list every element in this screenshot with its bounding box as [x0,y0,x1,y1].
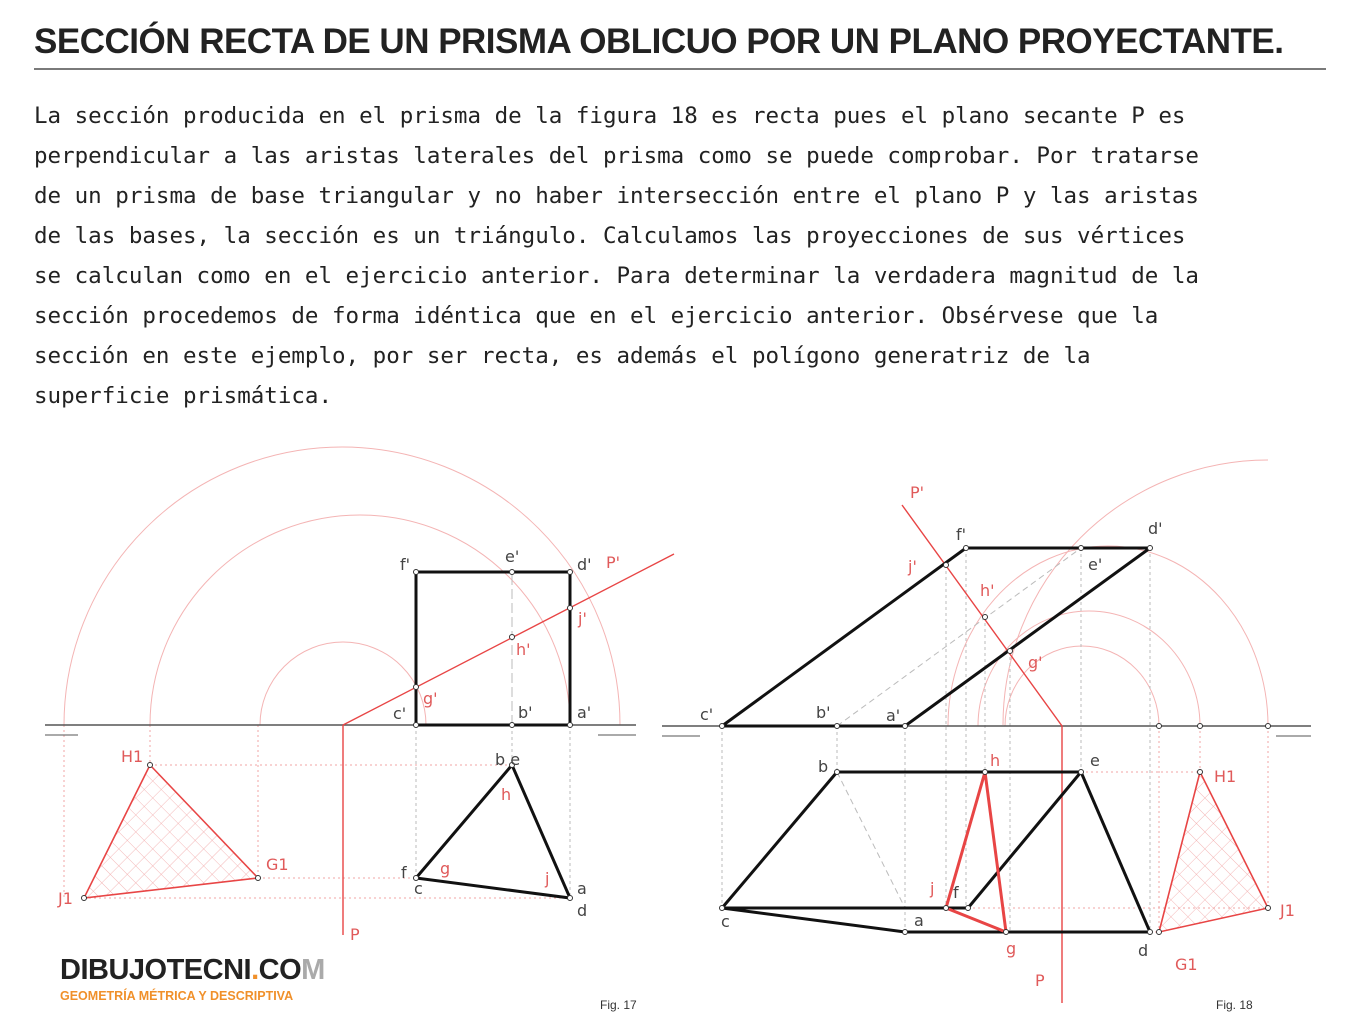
label-f: f [401,863,407,882]
label-a-prime: a' [577,703,592,722]
page-title: SECCIÓN RECTA DE UN PRISMA OBLICUO POR UN PLANO PROYECTANTE. [34,22,1326,70]
label-j1: J1 [58,889,73,908]
label-a: a [577,879,587,898]
label-d-prime: d' [1148,519,1163,538]
label-d: d [577,901,588,920]
label-g: g [440,859,451,878]
label-g-prime: g' [423,689,438,708]
label-b-prime: b' [816,703,831,722]
fig17-arc-outer [64,447,620,725]
label-g-prime: g' [1028,653,1043,672]
label-c-prime: c' [700,705,714,724]
paragraph-line: de las bases, la sección es un triángulo. Calculamos las proyecciones de sus vértices [34,223,1186,249]
label-h1: H1 [1214,767,1237,786]
fig17-section-true-shape [84,765,258,898]
fig17-caption: Fig. 17 [600,998,637,1012]
label-p: P [350,925,360,944]
fig18-section-true-shape [1159,772,1268,932]
label-j-prime: j' [908,557,917,576]
fig17-plane-p-trace [343,554,674,725]
label-c: c [414,879,423,898]
logo-wordmark [60,954,325,987]
paragraph-line: sección en este ejemplo, por ser recta, es además el polígono generatriz de la [34,343,1091,369]
label-c-prime: c' [393,704,407,723]
label-e-prime: e' [505,547,520,566]
label-h: h [990,751,1001,770]
label-d-prime: d' [577,555,592,574]
site-logo [60,954,325,1003]
label-p: P [1035,971,1045,990]
label-j: j [930,879,935,898]
paragraph-line: de un prisma de base triangular y no haber intersección entre el plano P y las aristas [34,183,1199,209]
label-h1: H1 [121,747,144,766]
fig17-prism-elevation [416,572,570,725]
label-p-prime: P' [910,483,925,502]
fig17-drawing [45,447,674,944]
label-g1: G1 [266,855,289,874]
label-b-e: b e [495,750,521,769]
fig18-prism-plan [722,772,1150,932]
paragraph-line: perpendicular a las aristas laterales del prisma como se puede comprobar. Por tratarse [34,143,1199,169]
fig18-prism-elevation [722,548,1150,726]
label-j-prime: j' [578,609,587,628]
label-a-prime: a' [886,706,901,725]
label-d: d [1138,941,1149,960]
label-e-prime: e' [1088,555,1103,574]
logo-dot: . [251,954,259,986]
label-g1: G1 [1175,955,1198,974]
label-b-prime: b' [518,703,533,722]
fig18-caption: Fig. 18 [1216,998,1253,1012]
fig18-drawing [662,460,1311,1003]
label-e: e [1090,751,1100,770]
paragraph-line: La sección producida en el prisma de la figura 18 es recta pues el plano secante P es [34,103,1186,129]
label-g: g [1006,939,1017,958]
label-j1: J1 [1280,901,1295,920]
fig18-arc-middle [978,611,1200,726]
label-p-prime: P' [606,553,621,572]
label-h-prime: h' [516,640,531,659]
label-c: c [721,912,730,931]
fig18-plane-p [902,505,1062,1003]
label-f: f [953,883,959,902]
label-b: b [818,757,829,776]
logo-m: M [301,954,325,986]
logo-co: CO [258,954,302,986]
label-a: a [914,911,924,930]
logo-subtitle: GEOMETRÍA MÉTRICA Y DESCRIPTIVA [60,989,294,1003]
paragraph-line: sección procedemos de forma idéntica que en el ejercicio anterior. Obsérvese que la [34,303,1159,329]
logo-name: DIBUJOTECNI [60,954,252,986]
label-h: h [501,785,512,804]
label-h-prime: h' [980,581,995,600]
label-f-prime: f' [956,525,967,544]
label-f-prime: f' [400,555,411,574]
label-j: j [545,869,550,888]
paragraph-line: superficie prismática. [34,383,333,409]
paragraph-line: se calculan como en el ejercicio anterior. Para determinar la verdadera magnitud de la [34,263,1199,289]
